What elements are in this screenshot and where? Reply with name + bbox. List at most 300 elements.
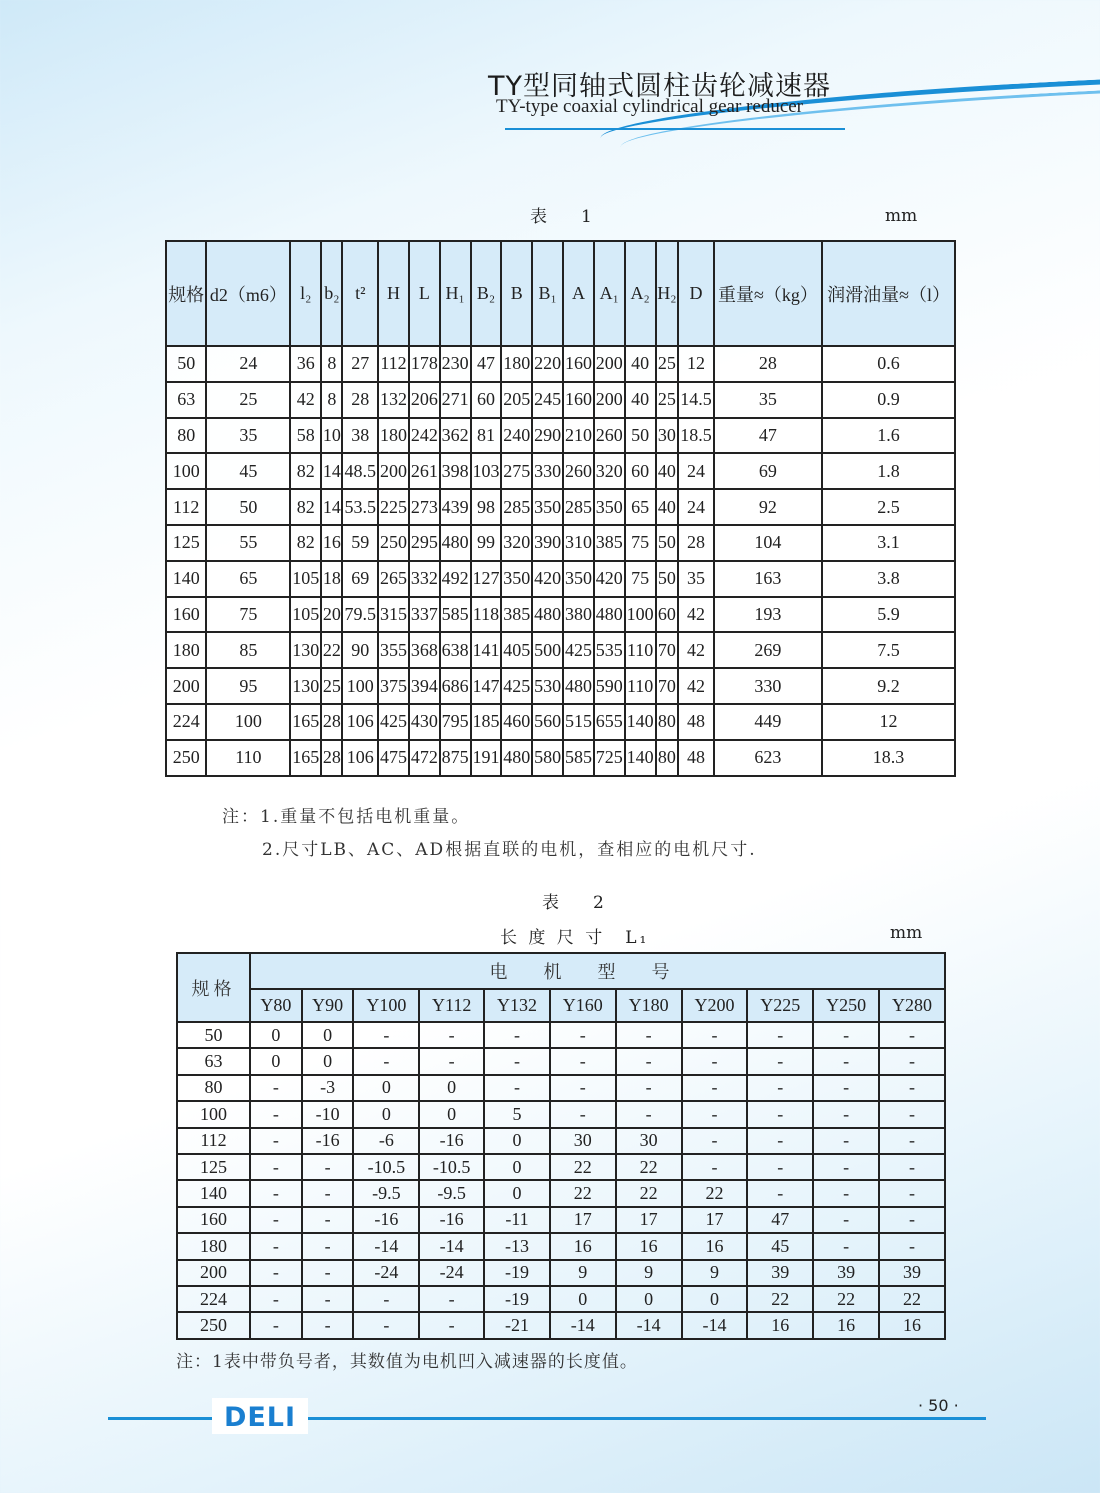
table-cell: 475 <box>378 740 409 776</box>
table-cell: 560 <box>532 704 563 740</box>
col-header: l₂ <box>290 241 321 346</box>
table-cell: 390 <box>532 525 563 561</box>
col-header: 规格 <box>166 241 206 346</box>
table-cell: 350 <box>532 489 563 525</box>
table-cell: 16 <box>813 1312 879 1338</box>
table-cell: 160 <box>563 382 594 418</box>
table-cell: 205 <box>501 382 532 418</box>
table-cell: - <box>302 1180 354 1206</box>
table-cell: 425 <box>563 632 594 668</box>
col-header: H₁ <box>440 241 471 346</box>
table-cell: 310 <box>563 525 594 561</box>
table-cell: -14 <box>616 1312 682 1338</box>
table-cell: 3.8 <box>822 561 955 597</box>
table-cell: 81 <box>471 418 502 454</box>
table-cell: 10 <box>321 418 342 454</box>
table-cell: 0 <box>250 1048 302 1074</box>
table-cell: 22 <box>682 1180 748 1206</box>
page-subtitle: TY-type coaxial cylindrical gear reducer <box>496 96 804 117</box>
table-cell: - <box>879 1075 945 1101</box>
table-cell: - <box>250 1312 302 1338</box>
table-cell: 0 <box>484 1180 550 1206</box>
table-row <box>177 1154 945 1180</box>
table-cell: -16 <box>302 1128 354 1154</box>
table-cell: -16 <box>353 1207 419 1233</box>
table-cell: 0.9 <box>822 382 955 418</box>
table-cell: 0 <box>302 1022 354 1048</box>
table-cell: 590 <box>594 668 625 704</box>
deli-logo: DELI <box>212 1398 308 1434</box>
table-cell: 0 <box>682 1286 748 1312</box>
table-row <box>177 1312 945 1338</box>
table-cell: 362 <box>440 418 471 454</box>
table-cell: 9 <box>550 1260 616 1286</box>
table-cell: - <box>879 1101 945 1127</box>
table-cell: 330 <box>532 453 563 489</box>
table-cell: 100 <box>342 668 378 704</box>
table-cell: 210 <box>563 418 594 454</box>
table-cell: - <box>747 1180 813 1206</box>
table-cell: 14 <box>321 489 342 525</box>
table-cell: -11 <box>484 1207 550 1233</box>
table-cell: - <box>550 1048 616 1074</box>
col-header: d2（m6） <box>206 241 290 346</box>
table-cell: 230 <box>440 346 471 382</box>
table-cell: 350 <box>594 489 625 525</box>
table-cell: 30 <box>550 1128 616 1154</box>
table-cell: 9 <box>616 1260 682 1286</box>
table-cell: 110 <box>625 668 656 704</box>
table-cell: 35 <box>714 382 822 418</box>
table-cell: - <box>302 1260 354 1286</box>
table-cell: 25 <box>206 382 290 418</box>
table-cell: 535 <box>594 632 625 668</box>
table-cell: - <box>747 1154 813 1180</box>
col-header: A <box>563 241 594 346</box>
table-cell: 100 <box>166 453 206 489</box>
table-cell: 60 <box>471 382 502 418</box>
table-cell: 200 <box>594 382 625 418</box>
table-cell: 28 <box>678 525 714 561</box>
table-cell: 16 <box>879 1312 945 1338</box>
table-cell: 0 <box>302 1048 354 1074</box>
table-cell: 38 <box>342 418 378 454</box>
table-cell: - <box>616 1022 682 1048</box>
table-cell: 130 <box>290 668 321 704</box>
table-cell: 623 <box>714 740 822 776</box>
table-cell: 200 <box>177 1260 250 1286</box>
table-cell: 3.1 <box>822 525 955 561</box>
table-row <box>177 1180 945 1206</box>
table1-note-2: 2.尺寸LB、AC、AD根据直联的电机，查相应的电机尺寸. <box>262 840 757 860</box>
table-cell: 795 <box>440 704 471 740</box>
table-cell: 105 <box>290 561 321 597</box>
table-cell: 875 <box>440 740 471 776</box>
table-cell: 28 <box>714 346 822 382</box>
table-cell: -14 <box>353 1233 419 1259</box>
table-cell: 480 <box>594 597 625 633</box>
table-cell: 206 <box>409 382 440 418</box>
table-cell: 5 <box>484 1101 550 1127</box>
table-cell: -24 <box>353 1260 419 1286</box>
table-cell: - <box>747 1048 813 1074</box>
table-cell: 22 <box>616 1154 682 1180</box>
table-cell: 60 <box>656 597 679 633</box>
col-header: 重量≈（kg） <box>714 241 822 346</box>
table-cell: 35 <box>206 418 290 454</box>
table-cell: 12 <box>678 346 714 382</box>
table-cell: 0 <box>353 1101 419 1127</box>
page-title: TY型同轴式圆柱齿轮减速器 <box>488 71 831 102</box>
col-header: Y250 <box>813 989 879 1022</box>
title-underline <box>505 128 845 130</box>
table-cell: - <box>353 1312 419 1338</box>
table-cell: 17 <box>550 1207 616 1233</box>
table-cell: 250 <box>378 525 409 561</box>
table-cell: 385 <box>501 597 532 633</box>
table-cell: - <box>353 1022 419 1048</box>
table-row <box>177 1233 945 1259</box>
table-cell: 0.6 <box>822 346 955 382</box>
table-cell: 28 <box>342 382 378 418</box>
table-cell: 480 <box>532 597 563 633</box>
table-cell: 50 <box>656 561 679 597</box>
table-cell: 22 <box>879 1286 945 1312</box>
table-cell: - <box>616 1075 682 1101</box>
table-cell: 20 <box>321 597 342 633</box>
table-cell: 8 <box>321 346 342 382</box>
table-cell: - <box>813 1022 879 1048</box>
table-row <box>166 704 955 740</box>
table-cell: 70 <box>656 668 679 704</box>
table-cell: 110 <box>206 740 290 776</box>
table-cell: 638 <box>440 632 471 668</box>
table-cell: 105 <box>290 597 321 633</box>
table-cell: 100 <box>206 704 290 740</box>
table-cell: 250 <box>177 1312 250 1338</box>
table-cell: 75 <box>206 597 290 633</box>
table-cell: 480 <box>563 668 594 704</box>
table-cell: 185 <box>471 704 502 740</box>
table1 <box>165 240 956 777</box>
table1-caption: 表 1 <box>530 207 592 227</box>
table-cell: 165 <box>290 740 321 776</box>
table-cell: 82 <box>290 525 321 561</box>
table-cell: 125 <box>166 525 206 561</box>
table-cell: 30 <box>656 418 679 454</box>
table-cell: 75 <box>625 561 656 597</box>
table-cell: - <box>353 1048 419 1074</box>
table-cell: -16 <box>419 1128 484 1154</box>
table-cell: 320 <box>501 525 532 561</box>
table-cell: 200 <box>594 346 625 382</box>
table-cell: - <box>250 1233 302 1259</box>
table-cell: 290 <box>532 418 563 454</box>
table-cell: 380 <box>563 597 594 633</box>
table-cell: 28 <box>321 740 342 776</box>
table-cell: 112 <box>166 489 206 525</box>
table-cell: 165 <box>290 704 321 740</box>
table-cell: 405 <box>501 632 532 668</box>
table-cell: 686 <box>440 668 471 704</box>
table-cell: 22 <box>813 1286 879 1312</box>
table-cell: 106 <box>342 740 378 776</box>
table-cell: 24 <box>678 489 714 525</box>
col-header: B <box>501 241 532 346</box>
table-cell: 63 <box>177 1048 250 1074</box>
table-cell: 580 <box>532 740 563 776</box>
table-cell: 261 <box>409 453 440 489</box>
table2-subcaption: 长 度 尺 寸 L₁ <box>500 928 650 948</box>
table-cell: - <box>682 1048 748 1074</box>
table-row <box>166 597 955 633</box>
table-row <box>166 632 955 668</box>
table-cell: 655 <box>594 704 625 740</box>
table-cell: 200 <box>166 668 206 704</box>
table-cell: 40 <box>656 453 679 489</box>
table-cell: 80 <box>177 1075 250 1101</box>
table-cell: - <box>302 1312 354 1338</box>
col-header: Y200 <box>682 989 748 1022</box>
table-cell: 63 <box>166 382 206 418</box>
table-cell: - <box>682 1075 748 1101</box>
table-cell: -19 <box>484 1260 550 1286</box>
table-cell: 40 <box>625 346 656 382</box>
table-cell: 0 <box>419 1075 484 1101</box>
col-header: H₂ <box>656 241 679 346</box>
table-cell: 160 <box>563 346 594 382</box>
table-cell: 260 <box>563 453 594 489</box>
table-cell: 28 <box>321 704 342 740</box>
table-cell: 25 <box>656 346 679 382</box>
table-cell: 65 <box>206 561 290 597</box>
table-cell: 240 <box>501 418 532 454</box>
table-cell: - <box>484 1075 550 1101</box>
table-cell: 0 <box>250 1022 302 1048</box>
col-header: D <box>678 241 714 346</box>
table-cell: 225 <box>378 489 409 525</box>
table-cell: -10.5 <box>353 1154 419 1180</box>
table-cell: 80 <box>656 704 679 740</box>
table-cell: 449 <box>714 704 822 740</box>
table-cell: 50 <box>656 525 679 561</box>
table-cell: -19 <box>484 1286 550 1312</box>
table-row <box>166 561 955 597</box>
table-cell: 271 <box>440 382 471 418</box>
table-cell: 141 <box>471 632 502 668</box>
table-cell: 16 <box>682 1233 748 1259</box>
table-row <box>177 1101 945 1127</box>
table-cell: 24 <box>206 346 290 382</box>
table-cell: 53.5 <box>342 489 378 525</box>
table-cell: 160 <box>177 1207 250 1233</box>
table-cell: 472 <box>409 740 440 776</box>
col-header: Y80 <box>250 989 302 1022</box>
table-cell: 16 <box>550 1233 616 1259</box>
table-cell: - <box>419 1022 484 1048</box>
table-cell: - <box>879 1022 945 1048</box>
table-cell: 18.5 <box>678 418 714 454</box>
table-cell: 18.3 <box>822 740 955 776</box>
table-cell: 269 <box>714 632 822 668</box>
table-cell: -10.5 <box>419 1154 484 1180</box>
table-cell: 99 <box>471 525 502 561</box>
table-cell: 79.5 <box>342 597 378 633</box>
table-cell: 180 <box>177 1233 250 1259</box>
col-header: Y225 <box>747 989 813 1022</box>
table-cell: 75 <box>625 525 656 561</box>
table-cell: 42 <box>290 382 321 418</box>
table-cell: 330 <box>714 668 822 704</box>
table-cell: 39 <box>747 1260 813 1286</box>
table-cell: 45 <box>206 453 290 489</box>
page-number: · 50 · <box>918 1396 959 1415</box>
table-cell: 42 <box>678 668 714 704</box>
table-cell: 92 <box>714 489 822 525</box>
table-cell: 14 <box>321 453 342 489</box>
table-cell: - <box>616 1101 682 1127</box>
table-cell: 50 <box>177 1022 250 1048</box>
table-cell: 420 <box>594 561 625 597</box>
table-cell: 245 <box>532 382 563 418</box>
table-cell: - <box>353 1286 419 1312</box>
table-cell: 104 <box>714 525 822 561</box>
table-cell: 460 <box>501 704 532 740</box>
table-cell: 191 <box>471 740 502 776</box>
table-cell: - <box>419 1286 484 1312</box>
table-cell: 69 <box>714 453 822 489</box>
table-cell: 50 <box>206 489 290 525</box>
table-cell: 140 <box>625 704 656 740</box>
table-cell: 350 <box>501 561 532 597</box>
table-cell: 224 <box>166 704 206 740</box>
table-cell: - <box>419 1048 484 1074</box>
table-cell: - <box>616 1048 682 1074</box>
table-cell: - <box>302 1207 354 1233</box>
table-cell: 100 <box>177 1101 250 1127</box>
table-cell: 69 <box>342 561 378 597</box>
table-cell: 385 <box>594 525 625 561</box>
table-cell: - <box>250 1075 302 1101</box>
table-row <box>177 1075 945 1101</box>
table-cell: - <box>302 1233 354 1259</box>
table-cell: 0 <box>484 1128 550 1154</box>
table-cell: 17 <box>616 1207 682 1233</box>
table-row <box>166 525 955 561</box>
table-cell: 48 <box>678 704 714 740</box>
table-cell: 260 <box>594 418 625 454</box>
table-cell: -3 <box>302 1075 354 1101</box>
table-cell: -13 <box>484 1233 550 1259</box>
table-row <box>166 668 955 704</box>
table-cell: 220 <box>532 346 563 382</box>
table-cell: 285 <box>563 489 594 525</box>
table-cell: 60 <box>625 453 656 489</box>
table-cell: 35 <box>678 561 714 597</box>
table-cell: 55 <box>206 525 290 561</box>
col-header: Y90 <box>302 989 354 1022</box>
col-header: Y180 <box>616 989 682 1022</box>
table-cell: - <box>813 1233 879 1259</box>
table-cell: - <box>682 1022 748 1048</box>
table-cell: 12 <box>822 704 955 740</box>
table-cell: 40 <box>625 382 656 418</box>
table-cell: 14.5 <box>678 382 714 418</box>
table-row <box>177 1286 945 1312</box>
table1-note-1: 注：1.重量不包括电机重量。 <box>222 807 471 827</box>
table-cell: 492 <box>440 561 471 597</box>
table-cell: 160 <box>166 597 206 633</box>
table-cell: 368 <box>409 632 440 668</box>
col-header: B₁ <box>532 241 563 346</box>
table-cell: - <box>813 1128 879 1154</box>
table-cell: - <box>550 1075 616 1101</box>
table-cell: 9.2 <box>822 668 955 704</box>
table-cell: - <box>879 1154 945 1180</box>
table-cell: 103 <box>471 453 502 489</box>
table-cell: -14 <box>550 1312 616 1338</box>
table-cell: 130 <box>290 632 321 668</box>
table-cell: 140 <box>625 740 656 776</box>
table-cell: 47 <box>714 418 822 454</box>
table-cell: 27 <box>342 346 378 382</box>
table-cell: 39 <box>813 1260 879 1286</box>
table-cell: 106 <box>342 704 378 740</box>
table-cell: 530 <box>532 668 563 704</box>
table-cell: 425 <box>378 704 409 740</box>
col-header: t² <box>342 241 378 346</box>
table-cell: 295 <box>409 525 440 561</box>
table-cell: 147 <box>471 668 502 704</box>
table-cell: - <box>682 1101 748 1127</box>
table-cell: 65 <box>625 489 656 525</box>
table-cell: 16 <box>616 1233 682 1259</box>
col-header: 润滑油量≈（l） <box>822 241 955 346</box>
table-cell: 0 <box>419 1101 484 1127</box>
table-cell: - <box>813 1101 879 1127</box>
table-cell: 40 <box>656 489 679 525</box>
table-cell: 439 <box>440 489 471 525</box>
table-cell: 125 <box>177 1154 250 1180</box>
table-cell: - <box>813 1180 879 1206</box>
table-cell: - <box>747 1075 813 1101</box>
col-header: Y160 <box>550 989 616 1022</box>
table-cell: - <box>813 1154 879 1180</box>
table-cell: 22 <box>616 1180 682 1206</box>
table-cell: 85 <box>206 632 290 668</box>
table-cell: - <box>879 1180 945 1206</box>
table-cell: 140 <box>166 561 206 597</box>
table-cell: 585 <box>563 740 594 776</box>
table-cell: -24 <box>419 1260 484 1286</box>
table-cell: 332 <box>409 561 440 597</box>
table-cell: 16 <box>321 525 342 561</box>
table-cell: 200 <box>378 453 409 489</box>
table-cell: 112 <box>378 346 409 382</box>
table-cell: 82 <box>290 489 321 525</box>
table-cell: -14 <box>419 1233 484 1259</box>
col-header: Y100 <box>353 989 419 1022</box>
table-cell: 193 <box>714 597 822 633</box>
table-cell: - <box>250 1154 302 1180</box>
table-row <box>166 382 955 418</box>
table-cell: -10 <box>302 1101 354 1127</box>
col-header: Y112 <box>419 989 484 1022</box>
table-cell: - <box>747 1128 813 1154</box>
table-cell: 22 <box>321 632 342 668</box>
table-cell: 18 <box>321 561 342 597</box>
table-cell: 285 <box>501 489 532 525</box>
